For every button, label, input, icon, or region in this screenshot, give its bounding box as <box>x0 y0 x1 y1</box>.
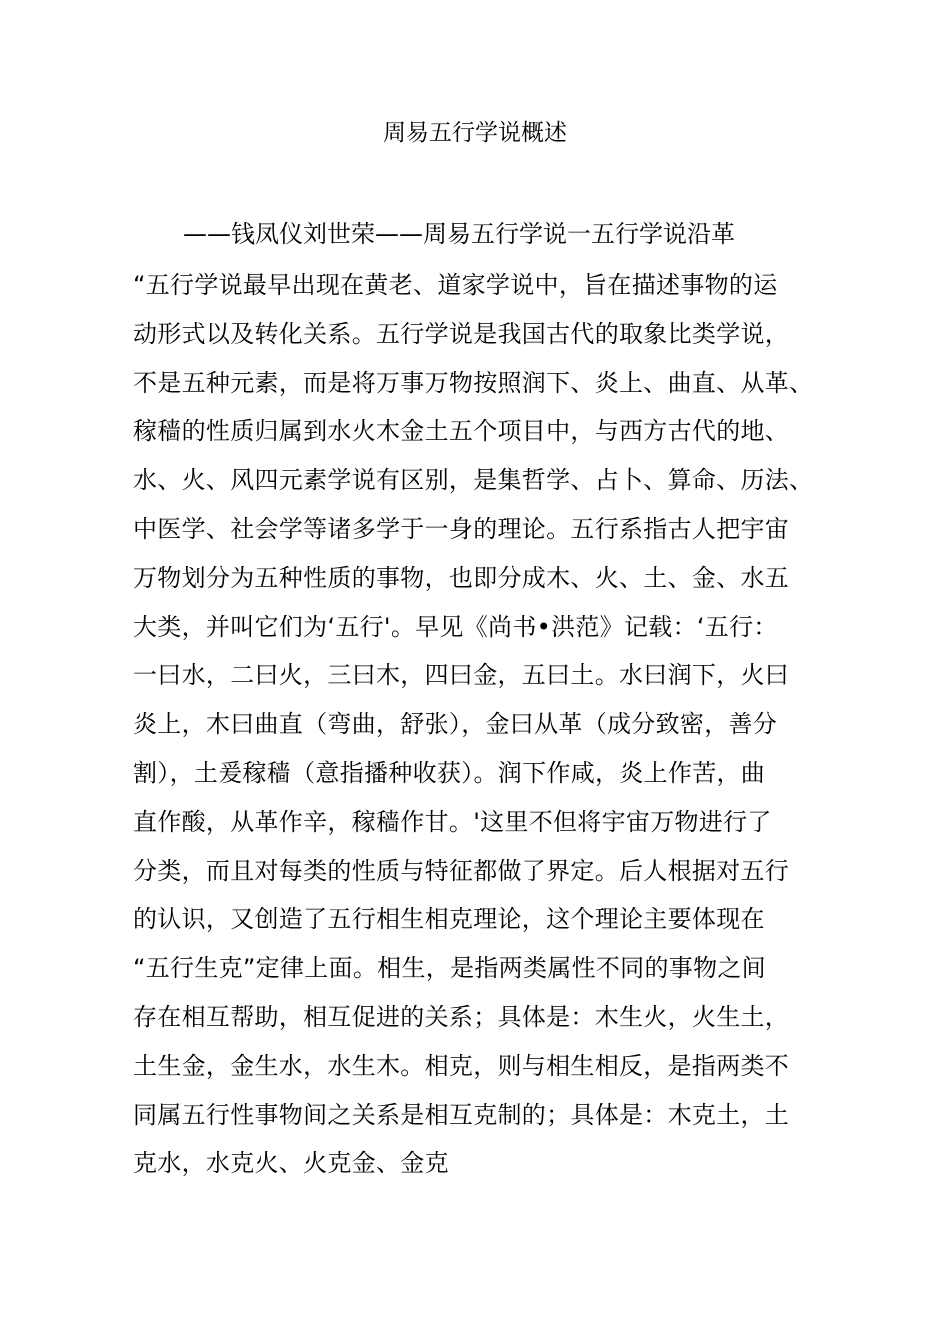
body-line: 克水，水克火、火克金、金克 <box>133 1149 449 1178</box>
document-subtitle: ——钱凤仪刘世荣——周易五行学说一五行学说沿革 <box>183 220 735 248</box>
body-line: “五行学说最早出现在黄老、道家学说中，旨在描述事物的运 <box>133 271 778 299</box>
document-body <box>133 261 853 1188</box>
body-line: 动形式以及转化关系。五行学说是我国古代的取象比类学说， <box>133 319 790 348</box>
body-line: 大类，并叫它们为‘五行'。早见《尚书•洪范》记载：‘五行： <box>133 612 778 641</box>
body-line: 割），土爰稼穑（意指播种收获）。润下作咸，炎上作苦，曲 <box>133 758 766 787</box>
body-line: 不是五种元素，而是将万事万物按照润下、炎上、曲直、从革、 <box>133 368 814 397</box>
body-line: 水、火、风四元素学说有区别，是集哲学、占卜、算命、历法、 <box>133 466 814 495</box>
body-line: 炎上，木曰曲直（弯曲，舒张），金曰从革（成分致密，善分 <box>133 710 778 739</box>
body-line: 稼穑的性质归属到水火木金土五个项目中，与西方古代的地、 <box>133 417 790 446</box>
body-line: 土生金，金生水，水生木。相克，则与相生相反，是指两类不 <box>133 1051 790 1080</box>
body-line: 万物划分为五种性质的事物，也即分成木、火、土、金、水五 <box>133 563 790 592</box>
body-line: 同属五行性事物间之关系是相互克制的；具体是：木克土，土 <box>133 1100 790 1129</box>
body-line: 的认识，又创造了五行相生相克理论，这个理论主要体现在 <box>133 905 765 934</box>
body-line: 直作酸，从革作辛，稼穑作甘。'这里不但将宇宙万物进行了 <box>133 807 772 836</box>
body-line: 分类，而且对每类的性质与特征都做了界定。后人根据对五行 <box>133 856 790 885</box>
body-line: 存在相互帮助，相互促进的关系；具体是：木生火，火生土， <box>133 1002 790 1031</box>
body-line: 中医学、社会学等诸多学于一身的理论。五行系指古人把宇宙 <box>133 514 790 543</box>
body-line: “五行生克”定律上面。相生，是指两类属性不同的事物之间 <box>133 954 766 983</box>
document-title: 周易五行学说概述 <box>383 120 567 146</box>
body-line: 一曰水，二曰火，三曰木，四曰金，五曰土。水曰润下，火曰 <box>133 661 790 690</box>
